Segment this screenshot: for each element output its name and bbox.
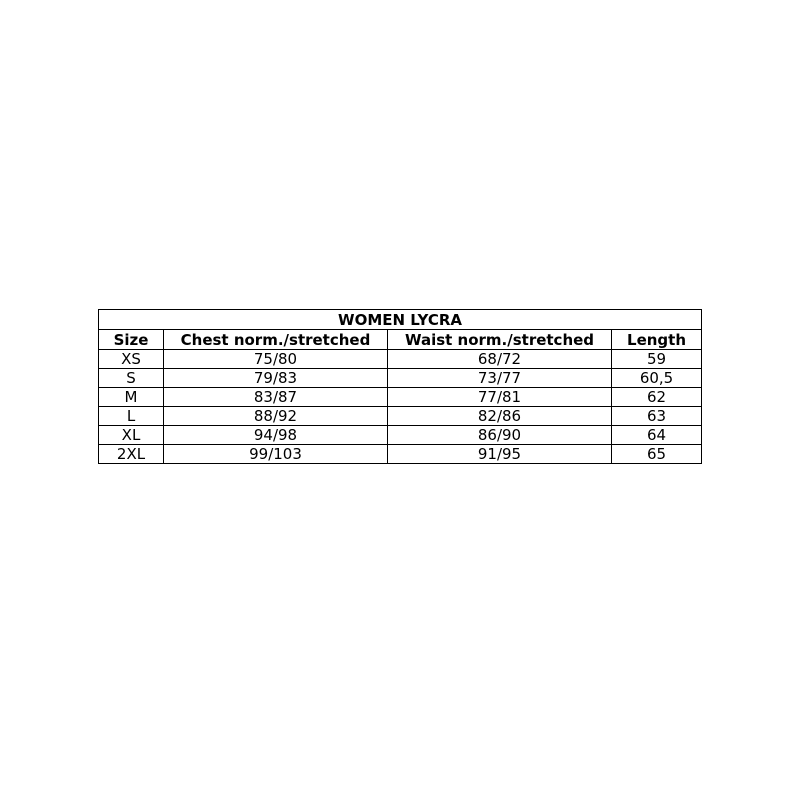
table-row <box>99 388 702 407</box>
table-row <box>99 407 702 426</box>
table-row <box>99 426 702 445</box>
cell-length: 63 <box>612 407 702 426</box>
table-head <box>99 310 702 350</box>
cell-chest: 88/92 <box>164 407 388 426</box>
header-waist: Waist norm./stretched <box>388 330 612 350</box>
cell-length: 59 <box>612 350 702 369</box>
cell-waist: 68/72 <box>388 350 612 369</box>
table-title: WOMEN LYCRA <box>99 310 702 330</box>
header-row <box>99 330 702 350</box>
cell-size: L <box>99 407 164 426</box>
cell-length: 65 <box>612 445 702 464</box>
cell-size: XL <box>99 426 164 445</box>
header-size: Size <box>99 330 164 350</box>
cell-size: M <box>99 388 164 407</box>
cell-chest: 75/80 <box>164 350 388 369</box>
title-row <box>99 310 702 330</box>
cell-waist: 91/95 <box>388 445 612 464</box>
cell-length: 60,5 <box>612 369 702 388</box>
cell-size: XS <box>99 350 164 369</box>
cell-chest: 83/87 <box>164 388 388 407</box>
cell-waist: 82/86 <box>388 407 612 426</box>
cell-size: 2XL <box>99 445 164 464</box>
cell-chest: 94/98 <box>164 426 388 445</box>
cell-chest: 99/103 <box>164 445 388 464</box>
cell-size: S <box>99 369 164 388</box>
cell-waist: 73/77 <box>388 369 612 388</box>
cell-chest: 79/83 <box>164 369 388 388</box>
table-row <box>99 445 702 464</box>
cell-waist: 86/90 <box>388 426 612 445</box>
table-row <box>99 369 702 388</box>
cell-length: 64 <box>612 426 702 445</box>
header-chest: Chest norm./stretched <box>164 330 388 350</box>
size-chart-table <box>98 309 702 464</box>
header-length: Length <box>612 330 702 350</box>
cell-waist: 77/81 <box>388 388 612 407</box>
table-row <box>99 350 702 369</box>
cell-length: 62 <box>612 388 702 407</box>
table-body <box>99 350 702 464</box>
